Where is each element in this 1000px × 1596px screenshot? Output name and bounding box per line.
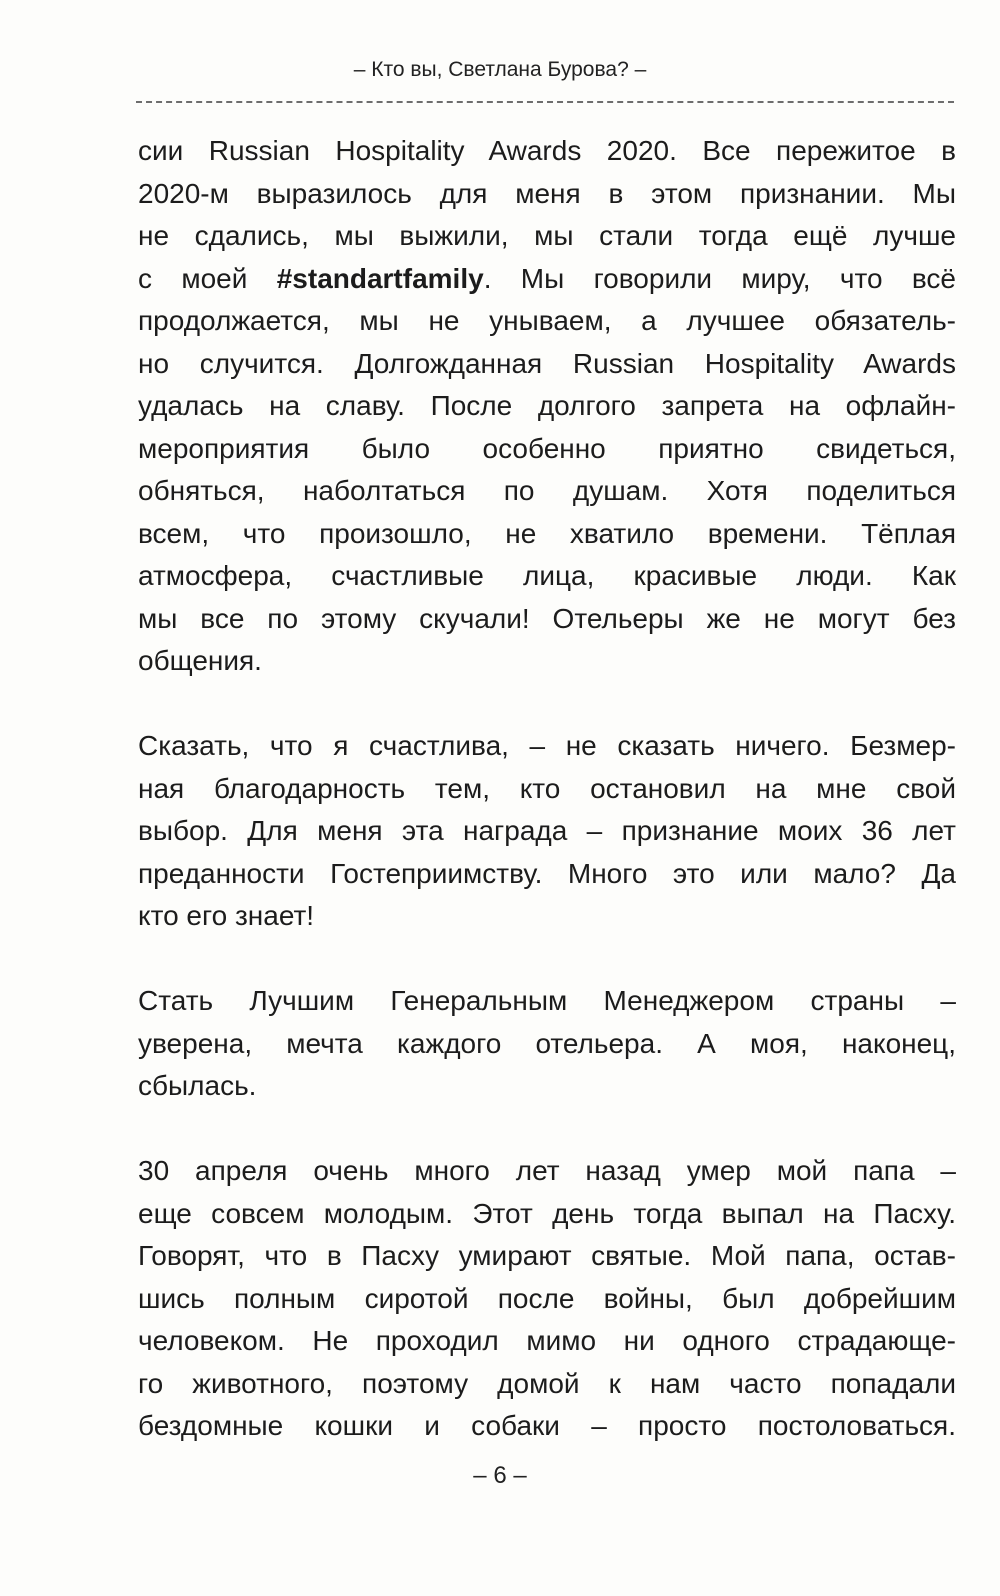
text-line: Говорят, что в Пасху умирают святые. Мой папа, остав- bbox=[138, 1240, 956, 1271]
text-line: мероприятия было особенно приятно свидеться, bbox=[138, 432, 956, 464]
text-line: мы все по этому скучали! Отельеры же не могут без bbox=[138, 602, 956, 634]
text-fragment: . Мы говорили миру, что всё bbox=[483, 262, 957, 294]
paragraph bbox=[138, 980, 956, 1108]
body-text bbox=[138, 130, 956, 1448]
paragraph-gap bbox=[138, 683, 956, 726]
text-line: сбылась. bbox=[138, 1070, 257, 1101]
text-line: уверена, мечта каждого отельера. А моя, наконец, bbox=[138, 1027, 956, 1059]
text-line: удалась на славу. После долгого запрета на офлайн- bbox=[138, 390, 956, 421]
page-number: – 6 – bbox=[473, 1462, 527, 1489]
text-line: продолжается, мы не унываем, а лучшее обязатель- bbox=[138, 305, 956, 336]
text-line: выбор. Для меня эта награда – признание моих 36 лет bbox=[138, 815, 956, 846]
text-line: преданности Гостеприимству. Много это или мало? Да bbox=[138, 857, 956, 889]
text-line: обняться, наболтаться по душам. Хотя поделиться bbox=[138, 475, 956, 506]
text-line: бездомные кошки и собаки – просто постоловаться. bbox=[138, 1410, 956, 1441]
text-line: 2020-м выразилось для меня в этом признании. Мы bbox=[138, 177, 956, 209]
text-line: еще совсем молодым. Этот день тогда выпал на Пасху. bbox=[138, 1197, 956, 1229]
text-line: ная благодарность тем, кто остановил на мне свой bbox=[138, 772, 956, 804]
text-line: кто его знает! bbox=[138, 900, 315, 931]
text-line: не сдались, мы выжили, мы стали тогда ещё лучше bbox=[138, 220, 956, 251]
paragraph bbox=[138, 1150, 956, 1448]
header-divider bbox=[136, 101, 954, 103]
text-line: общения. bbox=[138, 645, 262, 676]
paragraph bbox=[138, 725, 956, 938]
text-line bbox=[138, 258, 956, 301]
paragraph-gap bbox=[138, 1108, 956, 1151]
paragraph-gap bbox=[138, 938, 956, 981]
text-line: 30 апреля очень много лет назад умер мой папа – bbox=[138, 1155, 956, 1186]
text-line: го животного, поэтому домой к нам часто попадали bbox=[138, 1367, 956, 1399]
text-line: Сказать, что я счастлива, – не сказать ничего. Безмер- bbox=[138, 730, 956, 761]
hashtag: #standartfamily bbox=[276, 262, 484, 294]
text-line: атмосфера, счастливые лица, красивые люди. Как bbox=[138, 560, 956, 591]
running-header: – Кто вы, Светлана Бурова? – bbox=[353, 58, 647, 81]
text-line: всем, что произошло, не хватило времени. Тёплая bbox=[138, 517, 956, 549]
text-line: человеком. Не проходил мимо ни одного страдающе- bbox=[138, 1325, 956, 1356]
text-line: Стать Лучшим Генеральным Менеджером страны – bbox=[138, 985, 956, 1016]
text-line: шись полным сиротой после войны, был добрейшим bbox=[138, 1282, 956, 1314]
text-line: но случится. Долгожданная Russian Hospitality Awards bbox=[138, 347, 956, 379]
text-fragment: с моей bbox=[138, 262, 248, 294]
text-line: сии Russian Hospitality Awards 2020. Все пережитое в bbox=[138, 135, 956, 166]
paragraph bbox=[138, 130, 956, 683]
